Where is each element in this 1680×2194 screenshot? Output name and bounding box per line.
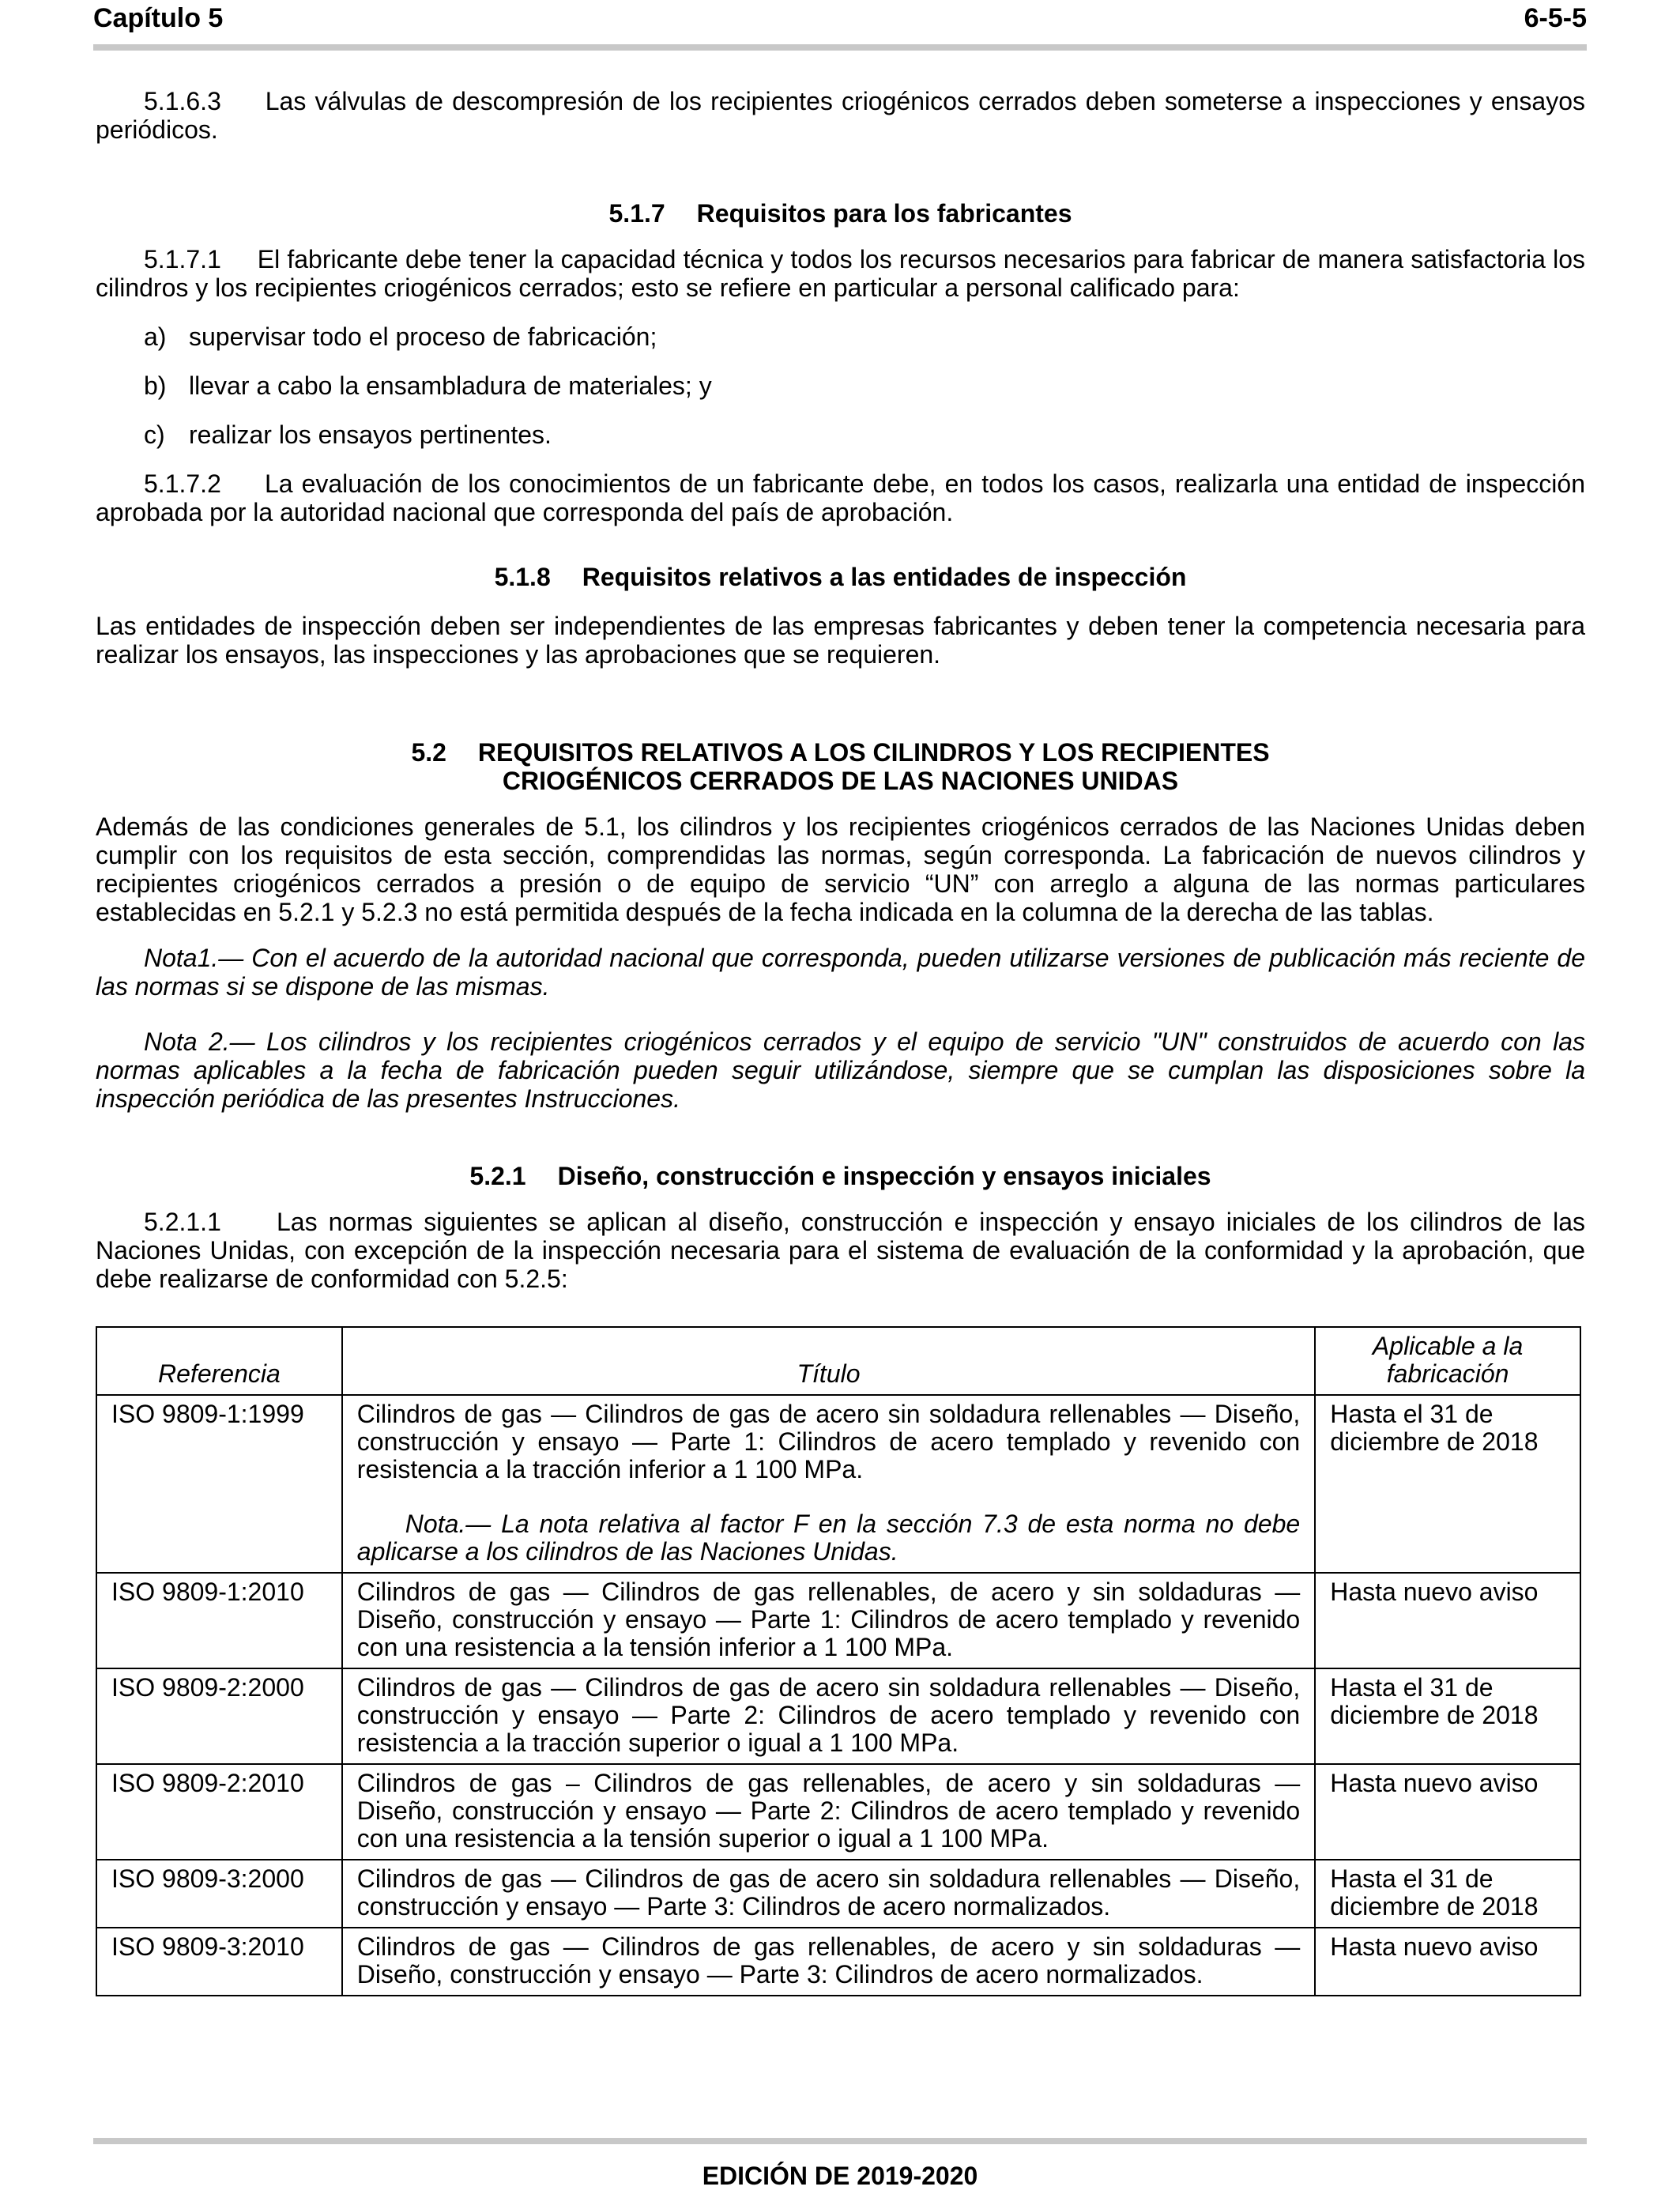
list-item — [144, 322, 1585, 351]
paragraph-number: 5.2.1.1 — [144, 1208, 221, 1236]
heading-number: 5.2.1 — [469, 1162, 526, 1190]
standards-table — [96, 1326, 1581, 1996]
cell-applicable: Hasta el 31 de diciembre de 2018 — [1315, 1395, 1580, 1573]
cell-reference: ISO 9809-2:2000 — [96, 1668, 342, 1764]
list-text: supervisar todo el proceso de fabricación; — [189, 322, 657, 351]
list-text: realizar los ensayos pertinentes. — [189, 420, 552, 449]
table-row — [96, 1573, 1580, 1668]
chapter-label: Capítulo 5 — [93, 3, 224, 33]
cell-applicable: Hasta nuevo aviso — [1315, 1928, 1580, 1996]
header-applicable: Aplicable a la fabricación — [1315, 1327, 1580, 1395]
page-body — [96, 87, 1585, 1996]
header-title: Título — [342, 1327, 1315, 1395]
title-text: Cilindros de gas — Cilindros de gas de acero sin soldadura rellenables — Diseño, construcción y ensayo — Parte 1: Cilindros de acero templado y revenido con resistencia a la tracción inferior a 1 100 MPa. — [356, 1400, 1301, 1483]
page-number: 6-5-5 — [1524, 3, 1587, 33]
cell-title: Cilindros de gas — Cilindros de gas de acero sin soldadura rellenables — Diseño, construcción y ensayo — Parte 3: Cilindros de acero normalizados. — [342, 1860, 1315, 1928]
paragraph-text: El fabricante debe tener la capacidad técnica y todos los recursos necesarios para fabricar de manera satisfactoria los cilindros y los recipientes criogénicos cerrados; esto se refiere en particular a personal calificado para: — [96, 245, 1586, 302]
table-row — [96, 1668, 1580, 1764]
list-text: llevar a cabo la ensambladura de materiales; y — [189, 371, 712, 400]
list-marker: a) — [144, 322, 167, 351]
table-row — [96, 1764, 1580, 1860]
page-footer: EDICIÓN DE 2019-2020 — [702, 2162, 978, 2190]
cell-title: Cilindros de gas — Cilindros de gas rellenables, de acero y sin soldaduras — Diseño, construcción y ensayo — Parte 3: Cilindros de acero normalizados. — [342, 1928, 1315, 1996]
heading-title: Requisitos relativos a las entidades de inspección — [582, 563, 1187, 591]
list-item — [144, 420, 1585, 449]
title-note: Nota.— La nota relativa al factor F en la sección 7.3 de esta norma no debe aplicarse a los cilindros de las Naciones Unidas. — [356, 1510, 1301, 1566]
heading-line-1: REQUISITOS RELATIVOS A LOS CILINDROS Y LOS RECIPIENTES — [477, 738, 1270, 767]
heading-5-2-line-2: CRIOGÉNICOS CERRADOS DE LAS NACIONES UNIDAS — [502, 767, 1179, 795]
heading-number: 5.1.7 — [608, 199, 665, 228]
paragraph-5-2-1-1 — [96, 1208, 1585, 1293]
cell-reference: ISO 9809-1:2010 — [96, 1573, 342, 1668]
page-header — [93, 3, 1587, 34]
paragraph-5-2: Además de las condiciones generales de 5.1, los cilindros y los recipientes criogénicos cerrados de las Naciones Unidas deben cumplir con los requisitos de esta sección, comprendidas las normas, según corresponda. La fabricación de nuevos cilindros y recipientes criogénicos cerrados a presión o de equipo de servicio “UN” con arreglo a alguna de las normas particulares establecidas en 5.2.1 y 5.2.3 no está permitida después de la fecha indicada en la columna de la derecha de las tablas. — [96, 812, 1585, 926]
paragraph-number: 5.1.6.3 — [144, 87, 221, 115]
table-row — [96, 1860, 1580, 1928]
cell-title: Cilindros de gas – Cilindros de gas rellenables, de acero y sin soldaduras — Diseño, construcción y ensayo — Parte 2: Cilindros de acero templado y revenido con una resistencia a la tensión superior o igual a 1 100 MPa. — [342, 1764, 1315, 1860]
cell-title: Cilindros de gas — Cilindros de gas rellenables, de acero y sin soldaduras — Diseño, construcción y ensayo — Parte 1: Cilindros de acero templado y revenido con una resistencia a la tensión inferior a 1 100 MPa. — [342, 1573, 1315, 1668]
cell-reference: ISO 9809-3:2000 — [96, 1860, 342, 1928]
heading-title: Requisitos para los fabricantes — [696, 199, 1072, 228]
note-1: Nota1.— Con el acuerdo de la autoridad nacional que corresponda, pueden utilizarse versiones de publicación más reciente de las normas si se dispone de las mismas. — [96, 944, 1585, 1001]
paragraph-5-1-8: Las entidades de inspección deben ser independientes de las empresas fabricantes y deben tener la competencia necesaria para realizar los ensayos, las inspecciones y las aprobaciones que se requieren. — [96, 612, 1585, 669]
paragraph-5-1-6-3 — [96, 87, 1585, 144]
paragraph-5-1-7-1 — [96, 245, 1585, 302]
heading-number: 5.2 — [411, 738, 446, 767]
footer-rule — [93, 2138, 1587, 2144]
table-row — [96, 1928, 1580, 1996]
heading-number: 5.1.8 — [494, 563, 551, 591]
heading-5-1-8 — [96, 563, 1585, 591]
list-marker: b) — [144, 371, 167, 400]
cell-reference: ISO 9809-1:1999 — [96, 1395, 342, 1573]
heading-5-1-7 — [96, 199, 1585, 228]
table-row — [96, 1395, 1580, 1573]
cell-title: Cilindros de gas — Cilindros de gas de acero sin soldadura rellenables — Diseño, construcción y ensayo — Parte 2: Cilindros de acero templado y revenido con resistencia a la tracción superior o igual a 1 100 MPa. — [342, 1668, 1315, 1764]
paragraph-text: Las normas siguientes se aplican al diseño, construcción e inspección y ensayo iniciales de los cilindros de las Naciones Unidas, con excepción de la inspección necesaria para el sistema de evaluación de la conformidad y la aprobación, que debe realizarse de conformidad con 5.2.5: — [96, 1208, 1586, 1293]
heading-5-2 — [96, 738, 1585, 767]
list-marker: c) — [144, 420, 165, 449]
paragraph-text: La evaluación de los conocimientos de un fabricante debe, en todos los casos, realizarla una entidad de inspección aprobada por la autoridad nacional que corresponda del país de aprobación. — [96, 469, 1586, 526]
heading-5-2-1 — [96, 1162, 1585, 1190]
cell-applicable: Hasta nuevo aviso — [1315, 1573, 1580, 1668]
cell-reference: ISO 9809-3:2010 — [96, 1928, 342, 1996]
heading-title: Diseño, construcción e inspección y ensayos iniciales — [557, 1162, 1211, 1190]
paragraph-text: Las válvulas de descompresión de los recipientes criogénicos cerrados deben someterse a inspecciones y ensayos periódicos. — [96, 87, 1586, 144]
note-2: Nota 2.— Los cilindros y los recipientes criogénicos cerrados y el equipo de servicio "UN" construidos de acuerdo con las normas aplicables a la fecha de fabricación pueden seguir utilizándose, siempre que se cumplan las disposiciones sobre la inspección periódica de las presentes Instrucciones. — [96, 1027, 1585, 1113]
paragraph-5-1-7-2 — [96, 469, 1585, 526]
header-rule — [93, 44, 1587, 51]
header-reference: Referencia — [96, 1327, 342, 1395]
cell-title — [342, 1395, 1315, 1573]
cell-applicable: Hasta el 31 de diciembre de 2018 — [1315, 1860, 1580, 1928]
list-item — [144, 371, 1585, 400]
paragraph-number: 5.1.7.1 — [144, 245, 221, 273]
cell-applicable: Hasta nuevo aviso — [1315, 1764, 1580, 1860]
cell-reference: ISO 9809-2:2010 — [96, 1764, 342, 1860]
table-header-row — [96, 1327, 1580, 1395]
cell-applicable: Hasta el 31 de diciembre de 2018 — [1315, 1668, 1580, 1764]
paragraph-number: 5.1.7.2 — [144, 469, 221, 498]
